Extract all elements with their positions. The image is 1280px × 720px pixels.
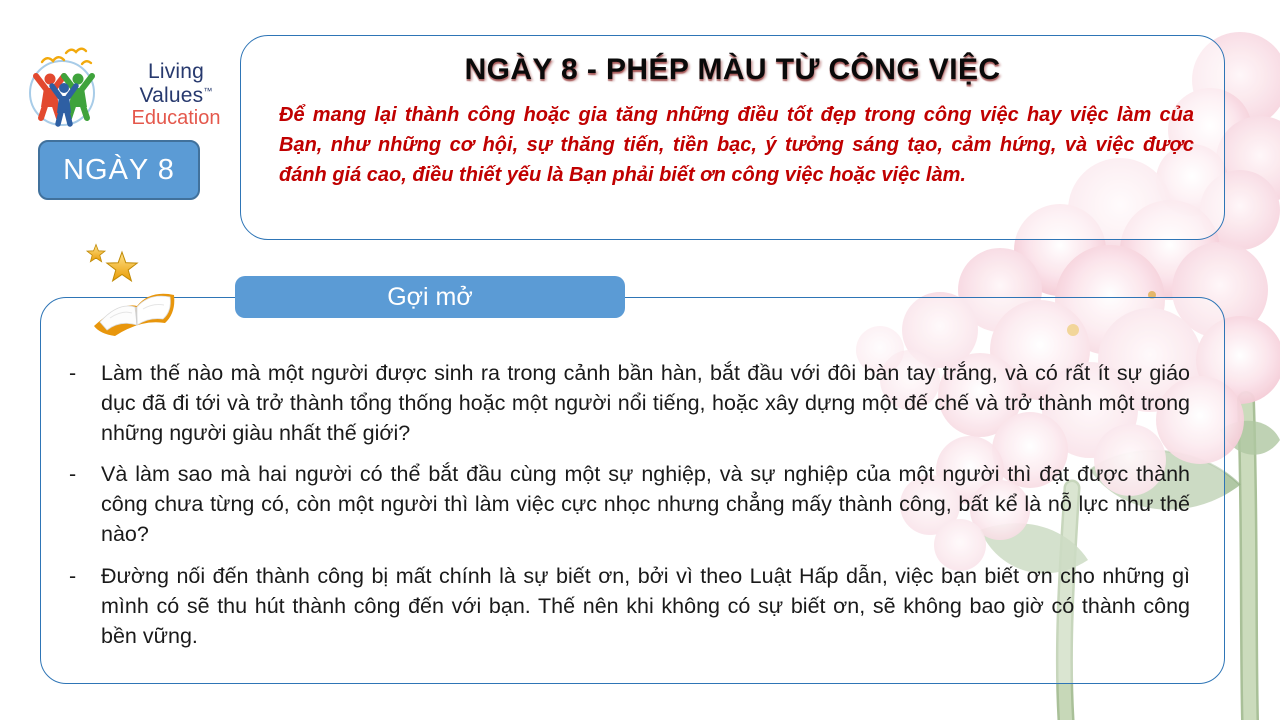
living-values-logo: [20, 46, 240, 129]
living-values-logo-text: [112, 60, 240, 129]
day-badge: [38, 140, 200, 200]
logo-trademark: ™: [203, 85, 213, 96]
day-badge-label: NGÀY 8: [63, 153, 175, 186]
logo-name: Living Values™: [139, 60, 213, 107]
section-label-text: Gợi mở: [387, 282, 473, 311]
bullet-item: [67, 459, 1190, 549]
slide-title: NGÀY 8 - PHÉP MÀU TỪ CÔNG VIỆC: [464, 53, 1001, 86]
bullet-text: Làm thế nào mà một người được sinh ra trong cảnh bần hàn, bắt đầu với đôi bàn tay trắng, và có rất ít sự giáo dục đã đi tới và trở thành tổng thống hoặc một người nổi tiếng, hoặc xây dựng một đế chế và trở thành một trong những người giàu nhất thế giới?: [101, 361, 1190, 446]
book-stars-icon: [80, 238, 184, 346]
bullet-text: Đường nối đến thành công bị mất chính là sự biết ơn, bởi vì theo Luật Hấp dẫn, việc bạn biết ơn cho những gì mình có sẽ thu hút thành công đến với bạn. Thế nên khi không có sự biết ơn, sẽ không bao giờ có thành công bền vững.: [101, 563, 1190, 648]
intro-text: Để mang lại thành công hoặc gia tăng những điều tốt đẹp trong công việc hay việc làm của Bạn, như những cơ hội, sự thăng tiến, tiền bạc, ý tưởng sáng tạo, cảm hứng, và việc được đánh giá cao, điều thiết yếu là Bạn phải biết ơn công việc hoặc việc làm.: [279, 104, 1194, 186]
discussion-panel: [40, 297, 1225, 684]
bullet-item: [67, 561, 1190, 651]
bullet-marker: -: [69, 462, 77, 487]
section-label-goi-mo: [235, 276, 625, 318]
header-panel: [240, 35, 1225, 240]
logo-subname: Education: [131, 107, 221, 130]
bullet-marker: -: [69, 563, 77, 588]
living-values-logo-icon: [20, 46, 112, 128]
bullet-text: Và làm sao mà hai người có thể bắt đầu cùng một sự nghiệp, và sự nghiệp của một người thì đạt được thành công chưa từng có, còn một người thì làm việc cực nhọc nhưng chẳng mấy thành công, bất kể là nỗ lực như thế nào?: [101, 462, 1190, 547]
bullet-marker: -: [69, 361, 77, 385]
bullet-item: [67, 358, 1190, 448]
